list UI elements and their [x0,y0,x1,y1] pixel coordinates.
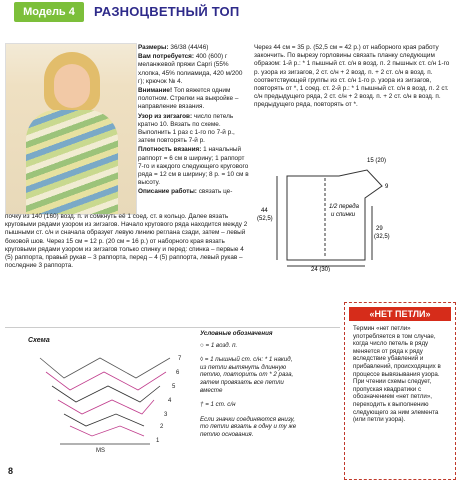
zigzag-row-7 [40,358,170,378]
zigzag-label: Узор из зигзагов: [138,112,193,120]
legend-item-3 [200,401,300,409]
header [0,2,300,24]
info-box-text: Термин «нет петли» употребляется в том случае, когда число петель в ряду меняется от ряда к ряду вследствие убавлений и прибавлений, происходящих в процессе вывязывания узора. При чтении схемы следует, пропуская квадратики с обозначением «нет петли», переходить к выполнению следующего за ним элемента (или петли узора). [353,325,441,424]
attention-label: Внимание! [138,87,173,95]
info-box-header: «НЕТ ПЕТЛИ» [349,307,451,321]
schema-svg [247,148,452,272]
row-label-4: 4 [168,398,172,404]
row-label-1: 1 [156,438,160,444]
legend-item-1-text: = 1 возд. п. [205,341,238,349]
row-label-5: 5 [172,384,176,390]
need-value: 400 (600) г меланжевой пряжи Capri (55% хлопка, 45% полиамида, 420 м/200 г); крючок № 4. [138,53,243,85]
double-crochet-icon: † [200,401,204,409]
left-column [138,44,250,198]
schema-dim-29b: (32,5) [374,234,390,240]
row-label-2: 2 [160,424,164,430]
schema-dim-29: 29 [376,226,383,232]
schema-center-1: 1/2 переда [329,204,359,210]
model-photo [5,43,137,215]
schema-dim-44b: (52,5) [257,216,273,222]
density-label: Плотность вязания: [138,146,202,154]
row-label-7: 7 [178,356,182,362]
diagram-title: Схема [28,337,50,344]
schema-dim-9: 9 [385,184,389,190]
row-label-6: 6 [176,370,180,376]
legend-title: Условные обозначения [200,330,273,337]
schema-dim-15: 15 (20) [367,158,387,164]
face-shape [54,64,90,108]
desc-value: связать це- [198,188,233,196]
size-label: Размеры: [138,44,169,51]
zigzag-row-2 [70,426,144,436]
row-label-3: 3 [164,412,168,418]
legend-item-3-text: = 1 ст. с/н [205,401,236,409]
diagram-svg [20,344,192,454]
model-tag: Модель 4 [14,2,84,22]
schema-dim-24: 24 (30) [311,267,331,272]
attention-value: Топ вяжется одним полотном. Стрелки на выкройке – направление вязания. [138,87,239,111]
right-paragraph: Через 44 см = 35 р. (52,5 см = 42 р.) от наборного края работу закончить. По вырезу горловины связать планку следующим образом: 1-й р.: * 1 пышный ст. с/н в возд. п. 2 пышных ст. с/н 1-го р. узора из зигзагов, 2 ст. с/н + 2 возд. п. + 2 ст. с/н в возд. п. соответствующей группы из ст. с/н 1-го р. узора из зигзагов, повторять от *, 1 соед. ст. 2-й р.: * 1 пышный ст. с/н в возд. п. 2 ст. с/н предыдущего ряда, 2 ст. с/н + 2 возд. п. + 2 ст. с/н в возд. п. предыдущего ряда, повторять от *. [254,44,450,109]
need-label: Вам потребуется: [138,53,195,61]
right-column [254,44,454,110]
description-paragraph: почку из 140 (160) возд. п. и сомкнуть её 1 соед. ст. в кольцо. Далее вязать круговыми рядами узором из зигзагов. Начало кругового ряда находится между 2 пышными ст. с/н и сначала образует левую линию реглана сзади, затем – левый боковой шов. Через 15 см = 12 р. (20 см = 16 р.) от наборного края вязать круговыми рядами узором из зигзагов только спинку и перед: спинка – первые 4 (5) раппорта, правый рукав – 3 раппорта, перед – 4 (5) раппорта, левый рукав – последние 3 раппорта. [5,213,248,270]
garment-shape [26,110,118,214]
schema-center-2: и спинки [331,212,356,218]
legend-item-2-text: = 1 пышный ст. с/н: * 1 накид, из петли вытянуть длинную петлю, повторить от * 2 раза, затем провязать все петли вместе [200,356,294,394]
legend-item-2 [200,356,300,394]
legend-note: Если значки соединяются внизу, то петли вязать в одну и ту же петлю основания. [200,415,297,438]
chain-stitch-icon: ○ [200,341,204,349]
info-box [344,302,456,480]
size-value: 36/38 (44/46) [170,44,209,51]
description-text [5,213,250,270]
schema-dim-44: 44 [261,208,268,214]
pattern-schema [247,148,452,272]
page-number: 8 [8,466,14,476]
page-title: РАЗНОЦВЕТНЫЙ ТОП [94,4,240,19]
legend-item-1 [200,342,300,350]
density-value: 1 начальный раппорт = 6 см в ширину; 1 раппорт 7-го и каждого следующего кругового ряда = 12 см в ширину; 8 р. = 10 см в высоту. [138,146,249,187]
divider [5,327,340,328]
ms-label: MS [96,448,105,454]
zigzag-row-3 [64,414,144,426]
zigzag-value: число петель кратно 10. Вязать по схеме. Выполнить 1 раз с 1-го по 7-й р., затем повторять 7-й р. [138,112,235,145]
puff-stitch-icon: ◊ [200,356,204,364]
desc-label: Описание работы: [138,188,197,196]
legend [200,330,300,446]
stitch-diagram [20,344,192,454]
